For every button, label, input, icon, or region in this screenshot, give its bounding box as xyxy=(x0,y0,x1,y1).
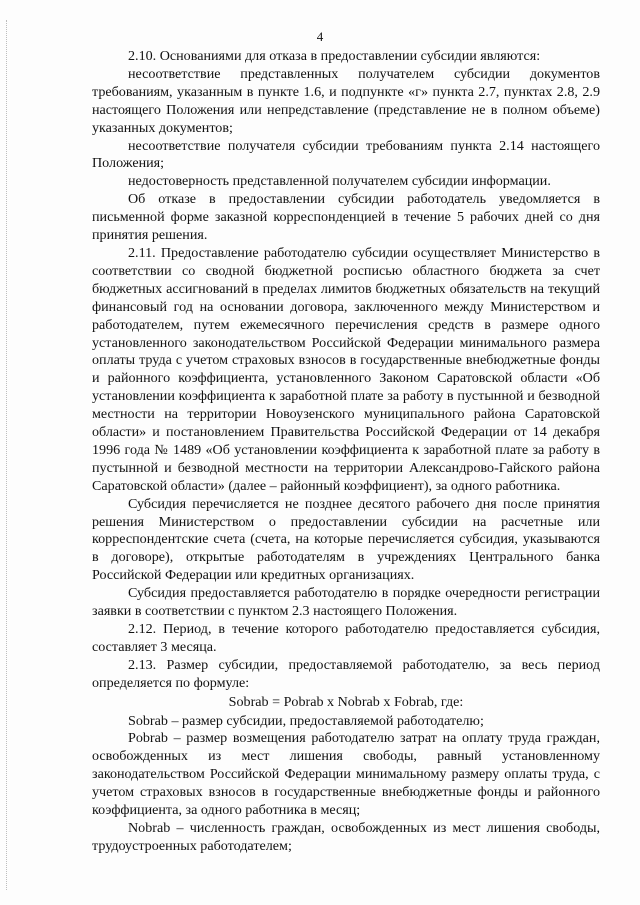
paragraph-refusal-notice: Об отказе в предоставлении субсидии работодатель уведомляется в письменной форме заказной корреспонденцией в течение 5 рабочих дней со дня принятия решения. xyxy=(92,191,600,244)
paragraph-2-11: 2.11. Предоставление работодателю субсидии осуществляет Министерство в соответствии со сводной бюджетной росписью областного бюджета за счет бюджетных ассигнований в пределах лимитов бюджетных обязательств на текущий финансовый год на основании договора, заключенного между Министерством и работодателем, путем ежемесячного перечисления средств в размере одного установленного законодательством Российской Федерации минимального размера оплаты труда с учетом страховых взносов в государственные внебюджетные фонды и районного коэффициента, установленного Законом Саратовской области «Об установлении коэффициента к заработной плате за работу в пустынной и безводной местности на территории Новоузенского муниципального района Саратовской области» и постановлением Правительства Российской Федерации от 14 декабря 1996 года № 1489 «Об установлении коэффициента к заработной плате за работу в пустынной и безводной местности на территории Александрово-Гайского района Саратовской области» (далее – районный коэффициент), за одного работника. xyxy=(92,244,600,494)
paragraph-2-12: 2.12. Период, в течение которого работодателю предоставляется субсидия, составляет 3 месяца. xyxy=(92,621,600,655)
definition-nobrab: Nobrab – численность граждан, освобожденных из мест лишения свободы, трудоустроенных работодателем; xyxy=(92,819,600,854)
definition-sobrab: Sobrab – размер субсидии, предоставляемой работодателю; xyxy=(128,712,484,729)
paragraph-subsidy-transfer: Субсидия перечисляется не позднее десятого рабочего дня после принятия решения Министерством о предоставлении субсидии на расчетные или корреспондентские счета (счета, на которые перечисляется субсидия, указываются в договоре), открытые работодателям в учреждениях Центрального банка Российской Федерации или кредитных организациях. xyxy=(92,495,600,584)
paragraph-2-13: 2.13. Размер субсидии, предоставляемой работодателю, за весь период определяется по формуле: xyxy=(92,656,600,691)
paragraph-refusal-reason-requirements: несоответствие получателя субсидии требованиям пункта 2.14 настоящего Положения; xyxy=(92,137,600,172)
scan-edge-mark xyxy=(6,20,8,890)
paragraph-refusal-reason-false-info: недостоверность представленной получателем субсидии информации. xyxy=(128,173,551,190)
paragraph-2-10: 2.10. Основаниями для отказа в предоставлении субсидии являются: xyxy=(128,48,541,64)
page-number: 4 xyxy=(316,29,324,44)
definition-pobrab: Pobrab – размер возмещения работодателю затрат на оплату труда граждан, освобожденных из мест лишения свободы, равный установленному законодательством Российской Федерации минимальному размеру оплаты труда, с учетом страховых взносов в государственные внебюджетные фонды и районного коэффициента, за одного работника в месяц; xyxy=(92,730,600,819)
subsidy-formula: Sobrab = Pobrab x Nobrab x Fobrab, где: xyxy=(228,693,464,710)
document-body xyxy=(92,48,600,856)
paragraph-refusal-reason-documents: несоответствие представленных получателем субсидии документов требованиям, указанным в пункте 1.6, и подпункте «г» пункта 2.7, пунктах 2.8, 2.9 настоящего Положения или непредставление (представление не в полном объеме) указанных документов; xyxy=(92,65,600,136)
paragraph-subsidy-order: Субсидия предоставляется работодателю в порядке очередности регистрации заявки в соответствии с пунктом 2.3 настоящего Положения. xyxy=(92,585,600,620)
